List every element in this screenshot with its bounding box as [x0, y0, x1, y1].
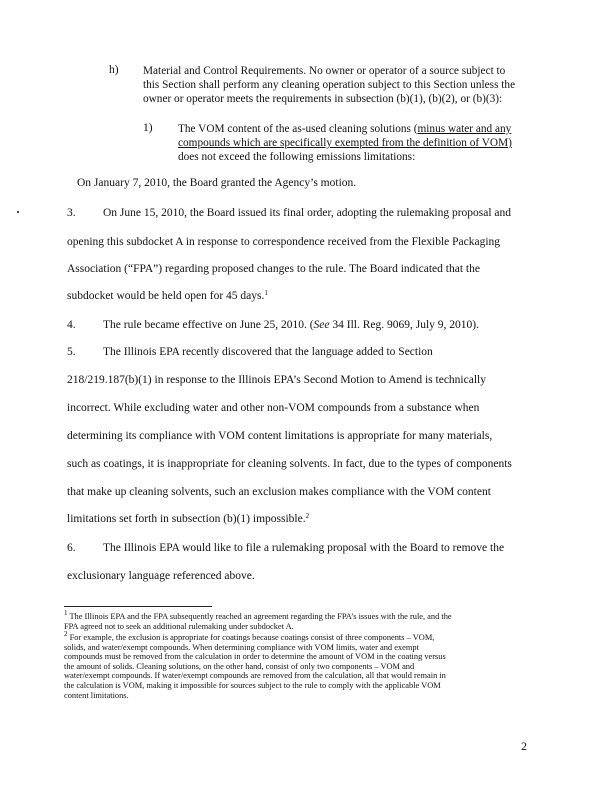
page-number: 2: [521, 739, 527, 753]
footnote-ref-1: 1: [264, 289, 268, 297]
paragraph-number: 5.: [67, 346, 76, 358]
document-page: h) Material and Control Requirements. No owner or operator of a source subject to this Section shall perform any cleaning operation subject to this Section unless the owner or operator meets the requirements in subsection (b)(1), (b)(2), or (b)(3): 1) The VOM content of the as-used cleaning solutions (minus water and any compounds which are specifically exempted from the definition of VOM) does not exceed the following emissions limitations: On January 7, 2010, the Board granted the Agency’s motion. 3. On June 15, 2010, the Board issued its final order, adopting the rulemaking proposal and opening this subdocket A in response to correspondence received from the Flexible Packaging Association (“FPA”) regarding proposed changes to the rule. The Board indicated that the subdocket would be held open for 45 days.$^1$ 4. The rule became effective on June 25, 2010. (See 34 Ill. Reg. 9069, July 9, 2010). 5. The Illinois EPA recently discovered that the language added to Section 218/219.187(b)(1) in response to the Illinois EPA’s Second Motion to Amend is technically incorrect. While excluding water and other non-VOM compounds from a substance when determining its compliance with VOM content limitations is appropriate for many materials, such as coatings, it is inappropriate for cleaning solvents. In fact, due to the types of components that make up cleaning solvents, such an exclusion makes compliance with the VOM content limitations set forth in subsection (b)(1) impossible.$^2$ 6. The Illinois EPA would like to file a rulemaking proposal with the Board to remove the exclusionary language referenced above. $^1$ The Illinois EPA and the FPA subsequently reached an agreement regarding the FPA’s issues with the rule, and the FPA agreed not to seek an additional rulemaking under subdocket A. $^2$ For example, the exclusion is appropriate for coatings because coatings consist of three components – VOM, solids, and water/exempt compounds. When determining compliance with VOM limits, water and exempt compounds must be removed from the calculation in order to determine the amount of VOM in the coating versus the amount of solids. Cleaning solutions, on the other hand, consist of only two components – VOM and water/exempt compounds. If water/exempt compounds are removed from the calculation, all that would remain in the calculation is VOM, making it impossible for sources subject to the rule to comply with the applicable VOM content limitations. 2: [0, 0, 605, 800]
footnote-2: $^2$ For example, the exclusion is appropriate for coatings because coatings consist of three components – VOM, solids, and water/exempt compounds. When determining compliance with VOM limits, water and exempt compounds must be removed from the calculation in order to determine the amount of VOM in the coating versus the amount of solids. Cleaning solutions, on the other hand, consist of only two components – VOM and water/exempt compounds. If water/exempt compounds are removed from the calculation, all that would remain in the calculation is VOM, making it impossible for sources subject to the rule to comply with the applicable VOM content limitations.: [64, 630, 446, 700]
subsection-h-text: Material and Control Requirements. No owner or operator of a source subject to this Section shall perform any cleaning operation subject to this Section unless the owner or operator meets the requirements in subsection (b)(1), (b)(2), or (b)(3):: [143, 65, 516, 105]
paragraph-number: 3.: [67, 207, 76, 219]
footnote-separator: [64, 606, 212, 607]
subsection-h-label: h): [109, 64, 119, 76]
item-1-label: 1): [143, 122, 153, 134]
paragraph-motion-granted: On January 7, 2010, the Board granted the Agency’s motion.: [77, 177, 357, 189]
paragraph-number: 4.: [67, 319, 76, 331]
paragraph-number: 6.: [67, 542, 76, 554]
footnote-1: $^1$ The Illinois EPA and the FPA subsequently reached an agreement regarding the FPA’s issues with the rule, and the FPA agreed not to seek an additional rulemaking under subdocket A.: [64, 609, 452, 631]
scan-mark: [17, 211, 19, 213]
item-1-text: The VOM content of the as-used cleaning solutions (minus water and any compounds which are specifically exempted from the definition of VOM) does not exceed the following emissions limitations:: [178, 123, 512, 163]
footnote-ref-2: 2: [305, 512, 310, 520]
